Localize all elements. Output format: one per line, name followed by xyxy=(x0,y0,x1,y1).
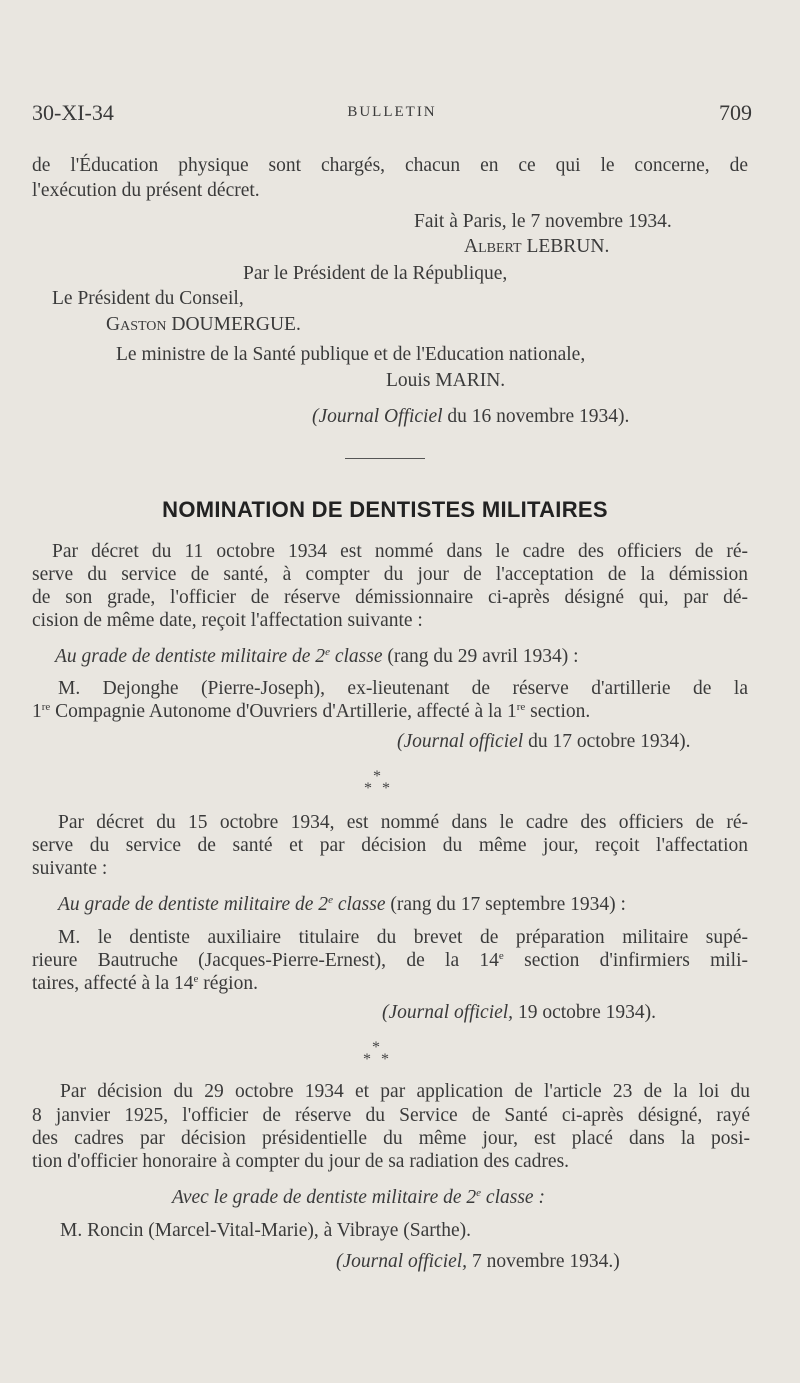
item3-grade-sup: e xyxy=(476,1187,482,1199)
decree-source-date: du 16 novembre 1934). xyxy=(447,406,630,427)
asterism-separator-1 xyxy=(362,768,402,802)
minister-title: Le ministre de la Santé publique et de l'Education nationale, xyxy=(116,344,586,365)
item3-grade-line xyxy=(172,1186,545,1210)
council-first-name: Gaston xyxy=(106,314,167,335)
header-date: 30-XI-34 xyxy=(32,100,114,125)
council-president-title: Le Président du Conseil, xyxy=(52,288,244,309)
item3-line-4: tion d'officier honoraire à compter du jour de sa radiation des cadres. xyxy=(32,1151,570,1172)
item1-member-line-2 xyxy=(32,700,590,724)
decree-text-line-2: l'exécution du présent décret. xyxy=(32,180,260,201)
item2-grade-a: Au grade de dentiste militaire de 2 xyxy=(58,894,329,915)
item2-line-1: Par décret du 15 octobre 1934, est nommé dans le cadre des officiers de ré- xyxy=(58,812,748,833)
item2-source-date: 19 octobre 1934). xyxy=(513,1002,657,1023)
decree-source xyxy=(312,405,629,429)
section-title: NOMINATION DE DENTISTES MILITAIRES xyxy=(162,497,608,522)
section-divider xyxy=(345,458,425,459)
page-header xyxy=(32,100,752,130)
item2-grade-rank: (rang du 17 septembre 1934) : xyxy=(385,894,626,915)
decree-text-line-1: de l'Éducation physique sont chargés, chacun en ce qui le concerne, de xyxy=(32,155,748,176)
item1-section-end: section. xyxy=(525,701,591,722)
item2-grade-sup: e xyxy=(328,894,333,906)
asterisk: * xyxy=(382,780,390,797)
asterisk: * xyxy=(364,780,372,797)
item1-grade-a: Au grade de dentiste militaire de 2 xyxy=(55,646,326,667)
item1-grade-b: classe xyxy=(329,646,383,667)
header-title: BULLETIN xyxy=(347,104,437,120)
asterisk: * xyxy=(373,768,381,785)
item3-grade-b: classe : xyxy=(481,1187,545,1208)
item3-line-3: des cadres par décision présidentielle du même jour, est placé dans la posi- xyxy=(32,1128,750,1149)
item2-region-a: taires, affecté à la 14 xyxy=(32,973,194,994)
item3-grade-a: Avec le grade de dentiste militaire de 2 xyxy=(172,1187,477,1208)
item1-company-sup: re xyxy=(41,701,51,713)
by-president-line: Par le Président de la République, xyxy=(243,263,508,284)
asterisk: * xyxy=(372,1039,380,1056)
item1-company-num: 1 xyxy=(32,701,42,722)
page-number: 709 xyxy=(719,100,752,125)
minister-signature: Louis MARIN. xyxy=(386,370,506,391)
item1-source xyxy=(397,730,691,754)
item3-source-journal: (Journal officiel, xyxy=(336,1251,468,1272)
item1-source-journal: (Journal officiel xyxy=(397,731,524,752)
item2-source xyxy=(382,1001,656,1025)
item2-region-b: région. xyxy=(198,973,258,994)
item2-source-journal: (Journal officiel, xyxy=(382,1002,514,1023)
item1-source-date: du 17 octobre 1934). xyxy=(523,731,691,752)
item3-source-date: 7 novembre 1934.) xyxy=(467,1251,620,1272)
item2-line-3: suivante : xyxy=(32,858,108,879)
council-president-signature xyxy=(106,313,301,337)
item1-company-text: Compagnie Autonome d'Ouvriers d'Artillerie, affecté à la xyxy=(50,701,507,722)
item2-member-b: section d'infirmiers mili- xyxy=(503,950,748,971)
item1-line-3: de son grade, l'officier de réserve démissionnaire ci-après désigné qui, par dé- xyxy=(32,587,748,608)
president-first-name: Albert xyxy=(464,236,522,257)
item2-member-line-1: M. le dentiste auxiliaire titulaire du brevet de préparation militaire supé- xyxy=(58,927,748,948)
president-last-name: LEBRUN. xyxy=(526,236,610,257)
decree-place-date: Fait à Paris, le 7 novembre 1934. xyxy=(414,211,672,232)
item2-member-line-2 xyxy=(32,949,748,973)
item1-member-line-1: M. Dejonghe (Pierre-Joseph), ex-lieutenant de réserve d'artillerie de la xyxy=(58,678,748,699)
president-signature xyxy=(464,235,609,259)
item1-line-1: Par décret du 11 octobre 1934 est nommé dans le cadre des officiers de ré- xyxy=(52,541,748,562)
decree-source-journal: (Journal Officiel xyxy=(312,406,443,427)
item2-region-sup: e xyxy=(193,973,199,985)
item3-line-2: 8 janvier 1925, l'officier de réserve du Service de Santé ci-après désigné, rayé xyxy=(32,1105,750,1126)
item3-member-line: M. Roncin (Marcel-Vital-Marie), à Vibraye (Sarthe). xyxy=(60,1220,471,1241)
item2-line-2: serve du service de santé et par décision du même jour, reçoit l'affectation xyxy=(32,835,748,856)
item1-section-sup: re xyxy=(516,701,526,713)
council-last-name: DOUMERGUE. xyxy=(171,314,301,335)
item1-line-4: cision de même date, reçoit l'affectation suivante : xyxy=(32,610,423,631)
item1-grade-line xyxy=(55,645,579,669)
item2-grade-line xyxy=(58,893,626,917)
item1-grade-rank: (rang du 29 avril 1934) : xyxy=(382,646,579,667)
item2-member-sup: e xyxy=(498,950,504,962)
item3-source xyxy=(336,1250,620,1274)
item1-line-2: serve du service de santé, à compter du jour de l'acceptation de la démission xyxy=(32,564,748,585)
item2-member-a: rieure Bautruche (Jacques-Pierre-Ernest), de la 14 xyxy=(32,950,499,971)
item1-grade-sup: e xyxy=(325,646,330,658)
item3-line-1: Par décision du 29 octobre 1934 et par application de l'article 23 de la loi du xyxy=(60,1081,750,1102)
item1-section-num: 1 xyxy=(506,701,517,722)
asterisk: * xyxy=(381,1051,389,1068)
asterisk: * xyxy=(363,1051,371,1068)
item2-member-line-3 xyxy=(32,972,258,996)
asterism-separator-2 xyxy=(361,1039,401,1073)
item2-grade-b: classe xyxy=(332,894,386,915)
